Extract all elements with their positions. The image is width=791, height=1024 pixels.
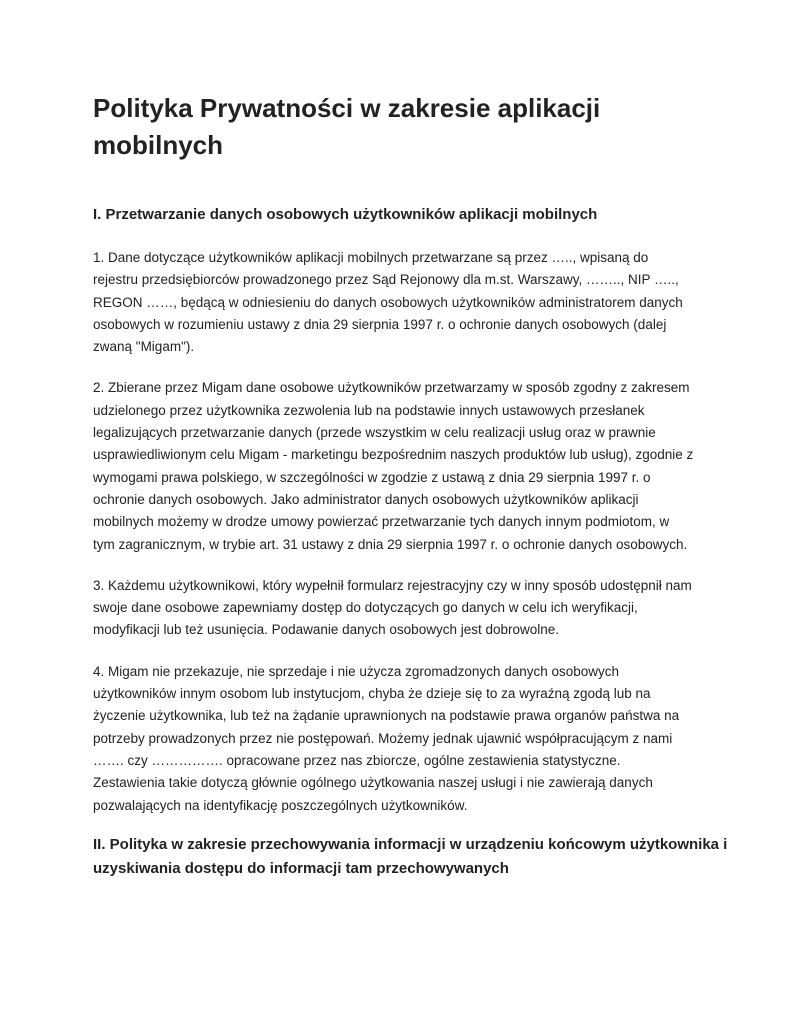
paragraph-line: legalizujących przetwarzanie danych (przede wszystkim w celu realizacji usług oraz w prawnie [93, 425, 656, 441]
document-title: Polityka Prywatności w zakresie aplikacji mobilnych [93, 93, 601, 160]
paragraph-line: REGON ……, będącą w odniesieniu do danych osobowych użytkowników administratorem danych [93, 294, 683, 310]
paragraph-line: swoje dane osobowe zapewniamy dostęp do dotyczących go danych w celu ich weryfikacji, [93, 600, 638, 616]
paragraph-line: użytkowników innym osobom lub instytucjom, chyba że dzieje się to za wyraźną zgodą lub na [93, 686, 651, 702]
section-2-heading-line: uzyskiwania dostępu do informacji tam przechowywanych [93, 859, 509, 877]
paragraph-line: 4. Migam nie przekazuje, nie sprzedaje i nie użycza zgromadzonych danych osobowych [93, 663, 620, 679]
paragraph-line: życzenie użytkownika, lub też na żądanie uprawnionych na podstawie prawa organów państwa na [93, 708, 680, 724]
paragraph-line: usprawiedliwionym celu Migam - marketingu bezpośrednim naszych produktów lub usług), zgodnie z [93, 447, 694, 463]
section-2-heading [93, 833, 733, 881]
paragraph-line: udzielonego przez użytkownika zezwolenia lub na podstawie innych ustawowych przesłanek [93, 402, 645, 418]
paragraph-line: tym zagranicznym, w trybie art. 31 ustawy z dnia 29 sierpnia 1997 r. o ochronie danych osobowych. [93, 536, 688, 552]
paragraph-line: 2. Zbierane przez Migam dane osobowe użytkowników przetwarzamy w sposób zgodny z zakresem [93, 380, 690, 396]
paragraph-4 [93, 661, 733, 817]
paragraph-2 [93, 377, 733, 555]
paragraph-line: ……. czy ……………. opracowane przez nas zbiorcze, ogólne zestawienia statystyczne. [93, 752, 621, 768]
paragraph-line: 1. Dane dotyczące użytkowników aplikacji mobilnych przetwarzane są przez ….., wpisaną do [93, 250, 649, 265]
paragraph-3 [93, 575, 733, 642]
section-1-heading: I. Przetwarzanie danych osobowych użytkowników aplikacji mobilnych [93, 206, 598, 223]
paragraph-line: zwaną "Migam"). [93, 339, 195, 355]
paragraph-line: osobowych w rozumieniu ustawy z dnia 29 sierpnia 1997 r. o ochronie danych osobowych (dalej [93, 316, 667, 332]
paragraph-line: 3. Każdemu użytkownikowi, który wypełnił formularz rejestracyjny czy w inny sposób udostępnił nam [93, 577, 692, 593]
paragraph-line: ochronie danych osobowych. Jako administrator danych osobowych użytkowników aplikacji [93, 491, 639, 507]
paragraph-line: pozwalających na identyfikację poszczególnych użytkowników. [93, 797, 468, 813]
document-page [93, 90, 733, 881]
paragraph-line: potrzeby prowadzonych przez nie postępowań. Możemy jednak ujawnić współpracującym z nami [93, 730, 673, 746]
paragraph-1 [93, 247, 733, 358]
paragraph-line: rejestru przedsiębiorców prowadzonego przez Sąd Rejonowy dla m.st. Warszawy, …….., NIP ….., [93, 272, 679, 288]
paragraph-line: Zestawienia takie dotyczą głównie ogólnego użytkowania naszej usługi i nie zawierają danych [93, 775, 653, 791]
paragraph-line: mobilnych możemy w drodze umowy powierzać przetwarzanie tych danych innym podmiotom, w [93, 514, 670, 530]
section-2-heading-line: II. Polityka w zakresie przechowywania informacji w urządzeniu końcowym użytkownika i [93, 835, 728, 853]
paragraph-line: modyfikacji lub też usunięcia. Podawanie danych osobowych jest dobrowolne. [93, 622, 560, 638]
paragraph-line: wymogami prawa polskiego, w szczególności w zgodzie z ustawą z dnia 29 sierpnia 1997 r. o [93, 469, 651, 485]
